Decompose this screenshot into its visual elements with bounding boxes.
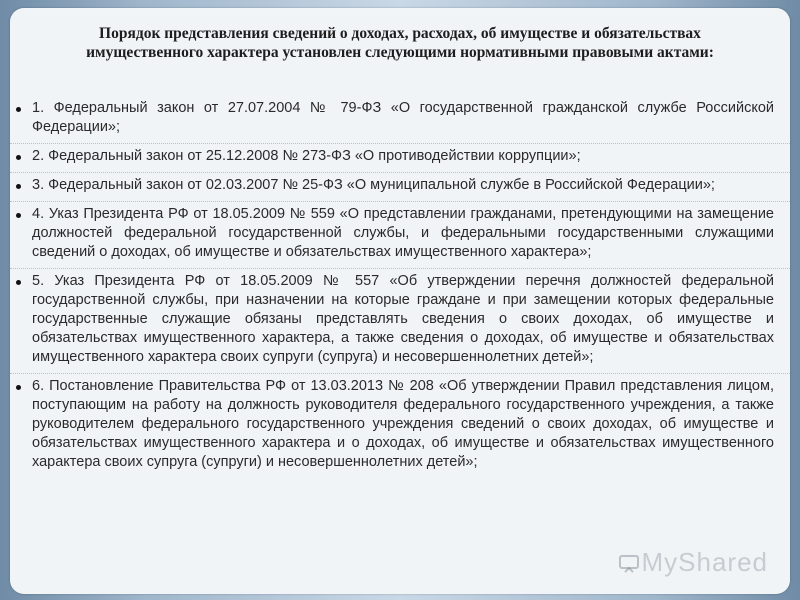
bullet-icon <box>16 184 21 189</box>
list-item <box>10 96 790 143</box>
list-item-text: 5. Указ Президента РФ от 18.05.2009 № 557 «Об утверждении перечня должностей федеральной государственной службы, при назначении на которые граждане и при замещении которых федеральные государственные служащие обязаны представлять сведения о своих доходах, об имуществе и обязательствах имущественного характера, а также сведения о доходах, об имуществе и обязательствах имущественного характера своих супруги (супруга) и несовершеннолетних детей»; <box>32 273 774 365</box>
list-item <box>10 373 790 478</box>
list-item <box>10 201 790 268</box>
myshared-logo-icon <box>618 552 640 574</box>
bullet-icon <box>16 107 21 112</box>
watermark-text: MyShared <box>641 547 768 577</box>
list-item-text: 3. Федеральный закон от 02.03.2007 № 25-ФЗ «О муниципальной службе в Российской Федерации»; <box>32 177 715 193</box>
list-item <box>10 172 790 201</box>
list-item-text: 2. Федеральный закон от 25.12.2008 № 273-ФЗ «О противодействии коррупции»; <box>32 148 581 164</box>
bullet-icon <box>16 385 21 390</box>
slide-title-line-2: имущественного характера установлен следующими нормативными правовыми актами: <box>86 44 714 61</box>
slide-title-line-1: Порядок представления сведений о доходах, расходах, об имуществе и обязательствах <box>99 25 701 42</box>
list-item-text: 4. Указ Президента РФ от 18.05.2009 № 559 «О представлении гражданами, претендующими на замещение должностей федеральной государственной службы, и федеральными государственными служащими сведений о доходах, об имуществе и обязательствах имущественного характера»; <box>32 206 774 260</box>
list-item-text: 6. Постановление Правительства РФ от 13.03.2013 № 208 «Об утверждении Правил представления лицом, поступающим на работу на должность руководителя федерального государственного учреждения, а также руководителем федерального государственного учреждения сведений о своих доходах, об имуществе и обязательствах имущественного характера и о доходах, об имуществе и обязательствах имущественного характера своих супруга (супруги) и несовершеннолетних детей»; <box>32 378 774 470</box>
bullet-icon <box>16 280 21 285</box>
list-item <box>10 143 790 172</box>
slide-card <box>10 8 790 594</box>
bullet-icon <box>16 213 21 218</box>
legal-acts-list <box>10 96 790 478</box>
bullet-icon <box>16 155 21 160</box>
list-item-text: 1. Федеральный закон от 27.07.2004 № 79-ФЗ «О государственной гражданской службе Российской Федерации»; <box>32 100 774 135</box>
slide-title <box>10 24 790 62</box>
watermark <box>618 547 769 578</box>
list-item <box>10 268 790 373</box>
